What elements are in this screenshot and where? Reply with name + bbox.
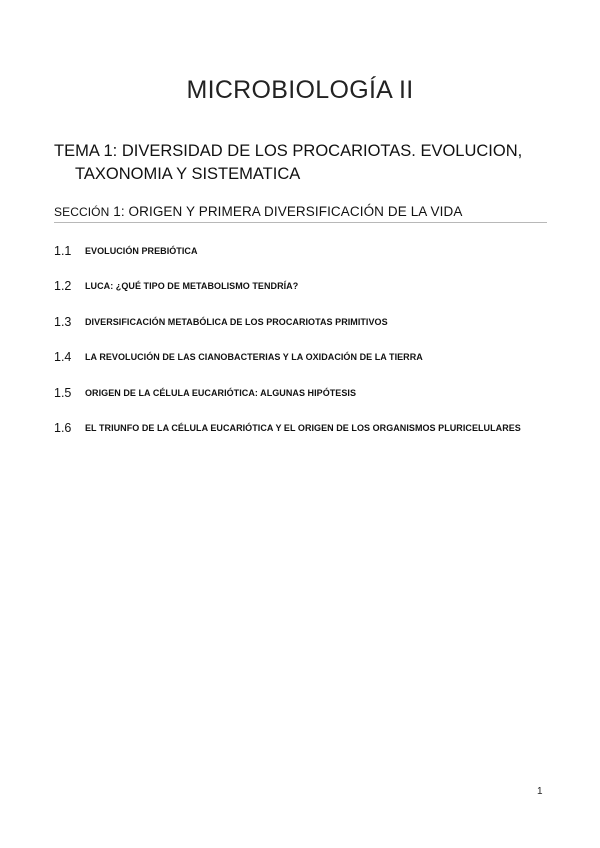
document-title: MICROBIOLOGÍA II — [186, 76, 414, 104]
tema-heading-line1: TEMA 1: DIVERSIDAD DE LOS PROCARIOTAS. EVOLUCION, — [54, 142, 523, 160]
toc-item — [54, 244, 554, 279]
toc-item-text: DIVERSIFICACIÓN METABÓLICA DE LOS PROCARIOTAS PRIMITIVOS — [85, 316, 388, 327]
toc-item-number: 1.2 — [54, 279, 72, 294]
toc-item-number: 1.6 — [54, 420, 72, 435]
toc-item-text: LUCA: ¿QUÉ TIPO DE METABOLISMO TENDRÍA? — [85, 281, 299, 292]
tema-heading — [54, 140, 554, 186]
section-heading-text: 1: ORIGEN Y PRIMERA DIVERSIFICACIÓN DE LA VIDA — [109, 204, 463, 219]
section-heading-lead: SECCIÓN — [54, 205, 110, 219]
toc-item-number: 1.4 — [54, 350, 72, 365]
toc-item — [54, 350, 554, 385]
toc-item-number: 1.1 — [54, 244, 72, 258]
toc-item — [54, 421, 554, 456]
page-number: 1 — [537, 786, 543, 797]
toc-item-text: ORIGEN DE LA CÉLULA EUCARIÓTICA: ALGUNAS HIPÓTESIS — [85, 387, 357, 398]
section-heading — [54, 204, 547, 223]
tema-heading-line2: TAXONOMIA Y SISTEMATICA — [75, 165, 301, 183]
toc-item-text: EL TRIUNFO DE LA CÉLULA EUCARIÓTICA Y EL ORIGEN DE LOS ORGANISMOS PLURICELULARES — [85, 422, 521, 433]
toc-item — [54, 279, 554, 314]
toc-item — [54, 315, 554, 350]
toc-item-text: EVOLUCIÓN PREBIÓTICA — [85, 246, 198, 256]
toc-item-number: 1.3 — [54, 314, 72, 329]
toc-item-text: LA REVOLUCIÓN DE LAS CIANOBACTERIAS Y LA OXIDACIÓN DE LA TIERRA — [85, 352, 423, 363]
toc-item — [54, 386, 554, 421]
toc-item-number: 1.5 — [54, 385, 72, 400]
table-of-contents — [54, 244, 554, 456]
